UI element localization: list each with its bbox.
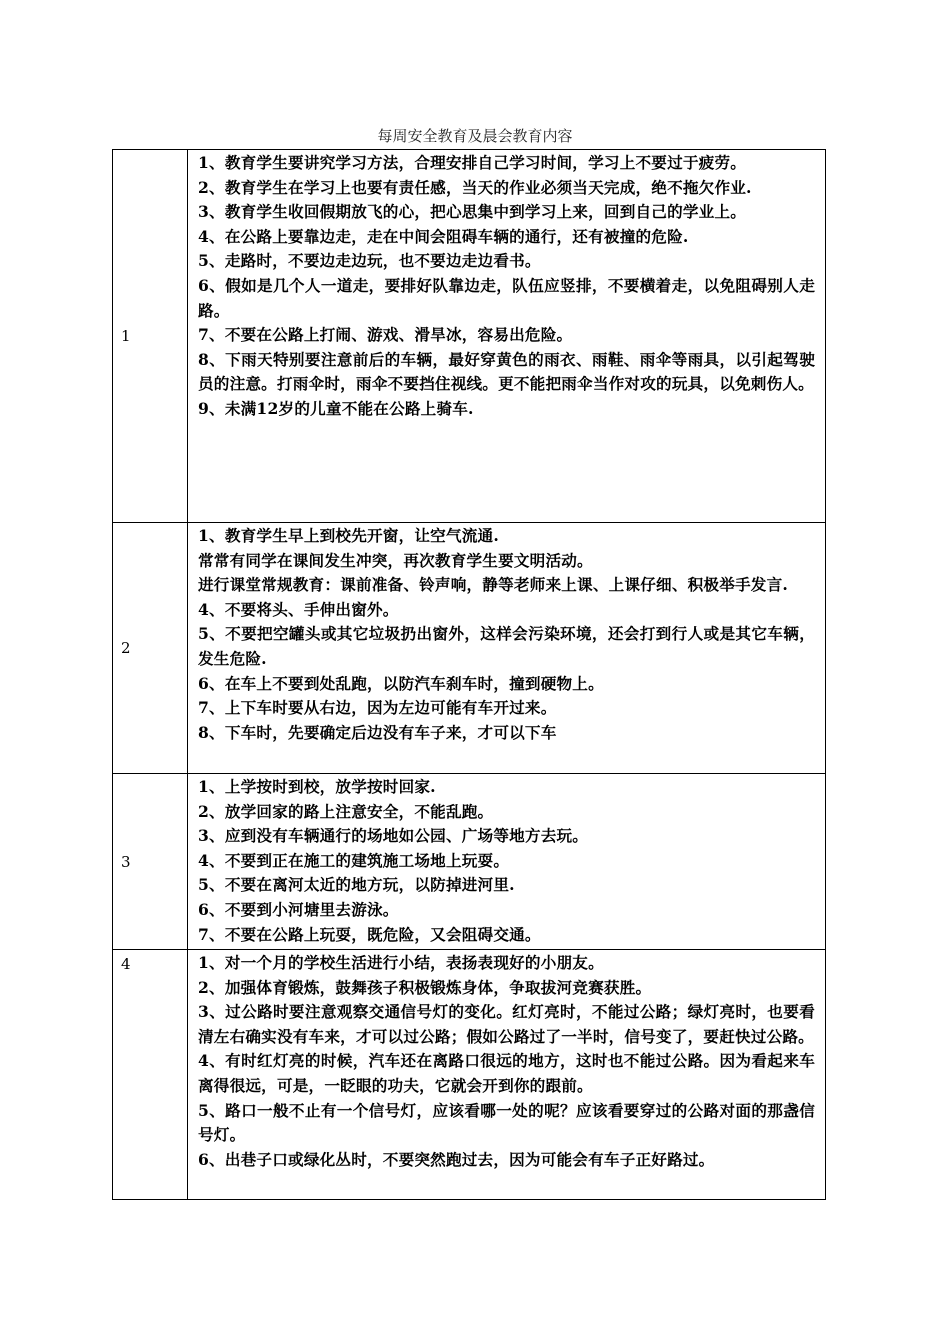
week-number: 3 xyxy=(113,774,188,950)
list-item: 8、下车时，先要确定后边没有车子来，才可以下车 xyxy=(198,722,557,742)
list-item: 9、未满12岁的儿童不能在公路上骑车. xyxy=(198,398,474,418)
table-row-week-2 xyxy=(113,523,826,774)
list-item: 7、不要在公路上打闹、游戏、滑旱冰，容易出危险。 xyxy=(198,325,573,345)
list-item: 7、上下车时要从右边，因为左边可能有车开过来。 xyxy=(198,698,557,718)
list-item: 3、过公路时要注意观察交通信号灯的变化。红灯亮时，不能过公路；绿灯亮时，也要看清左右确实没有车来，才可以过公路；假如公路过了一半时，信号变了，要赶快过公路。 xyxy=(198,1002,815,1046)
list-item: 3、应到没有车辆通行的场地如公园、广场等地方去玩。 xyxy=(198,826,589,846)
list-item: 5、不要在离河太近的地方玩，以防掉进河里. xyxy=(198,875,515,895)
list-item: 2、教育学生在学习上也要有责任感，当天的作业必须当天完成，绝不拖欠作业. xyxy=(198,177,752,197)
list-item: 4、不要到正在施工的建筑施工场地上玩耍。 xyxy=(198,850,510,870)
table-row-week-3 xyxy=(113,774,826,950)
list-item: 1、教育学生要讲究学习方法，合理安排自己学习时间，学习上不要过于疲劳。 xyxy=(198,153,747,172)
list-item: 3、教育学生收回假期放飞的心，把心思集中到学习上来，回到自己的学业上。 xyxy=(198,202,747,222)
week-content xyxy=(188,150,826,523)
list-item: 7、不要在公路上玩耍，既危险，又会阻碍交通。 xyxy=(198,924,541,944)
table-row-week-1 xyxy=(113,150,826,523)
safety-education-table xyxy=(112,149,826,1200)
list-item: 4、在公路上要靠边走，走在中间会阻碍车辆的通行，还有被撞的危险. xyxy=(198,226,689,246)
list-item: 常常有同学在课间发生冲突，再次教育学生要文明活动。 xyxy=(198,550,593,570)
list-item: 8、下雨天特别要注意前后的车辆，最好穿黄色的雨衣、雨鞋、雨伞等雨具，以引起驾驶员的注意。打雨伞时，雨伞不要挡住视线。更不能把雨伞当作对攻的玩具，以免刺伤人。 xyxy=(198,349,815,394)
list-item: 6、出巷子口或绿化丛时，不要突然跑过去，因为可能会有车子正好路过。 xyxy=(198,1149,715,1169)
list-item: 6、假如是几个人一道走，要排好队靠边走，队伍应竖排，不要横着走，以免阻碍别人走路。 xyxy=(198,275,815,320)
list-item: 2、放学回家的路上注意安全，不能乱跑。 xyxy=(198,801,494,821)
week-number: 2 xyxy=(113,523,188,774)
page-title: 每周安全教育及晨会教育内容 xyxy=(377,127,573,145)
week-number: 1 xyxy=(113,150,188,523)
list-item: 5、走路时，不要边走边玩，也不要边走边看书。 xyxy=(198,251,541,271)
week-content xyxy=(188,523,826,774)
list-item: 6、不要到小河塘里去游泳。 xyxy=(198,899,399,919)
list-item: 4、有时红灯亮的时候，汽车还在离路口很远的地方，这时也不能过公路。因为看起来车离得很远，可是，一眨眼的功夫，它就会开到你的跟前。 xyxy=(198,1051,815,1095)
list-item: 1、对一个月的学校生活进行小结，表扬表现好的小朋友。 xyxy=(198,953,604,972)
week-content xyxy=(188,774,826,950)
list-item: 1、教育学生早上到校先开窗，让空气流通. xyxy=(198,526,499,545)
list-item: 6、在车上不要到处乱跑，以防汽车刹车时，撞到硬物上。 xyxy=(198,673,604,693)
list-item: 5、不要把空罐头或其它垃圾扔出窗外，这样会污染环境，还会打到行人或是其它车辆，发生危险. xyxy=(198,624,815,668)
week-number: 4 xyxy=(113,950,188,1200)
week-content xyxy=(188,950,826,1200)
list-item: 2、加强体育锻炼，鼓舞孩子积极锻炼身体，争取拔河竞赛获胜。 xyxy=(198,977,652,997)
list-item: 1、上学按时到校，放学按时回家. xyxy=(198,777,436,796)
list-item: 5、路口一般不止有一个信号灯，应该看哪一处的呢？应该看要穿过的公路对面的那盏信号灯。 xyxy=(198,1100,815,1145)
list-item: 4、不要将头、手伸出窗外。 xyxy=(198,599,399,619)
table-row-week-4 xyxy=(113,950,826,1200)
list-item: 进行课堂常规教育：课前准备、铃声响，静等老师来上课、上课仔细、积极举手发言. xyxy=(198,575,788,595)
